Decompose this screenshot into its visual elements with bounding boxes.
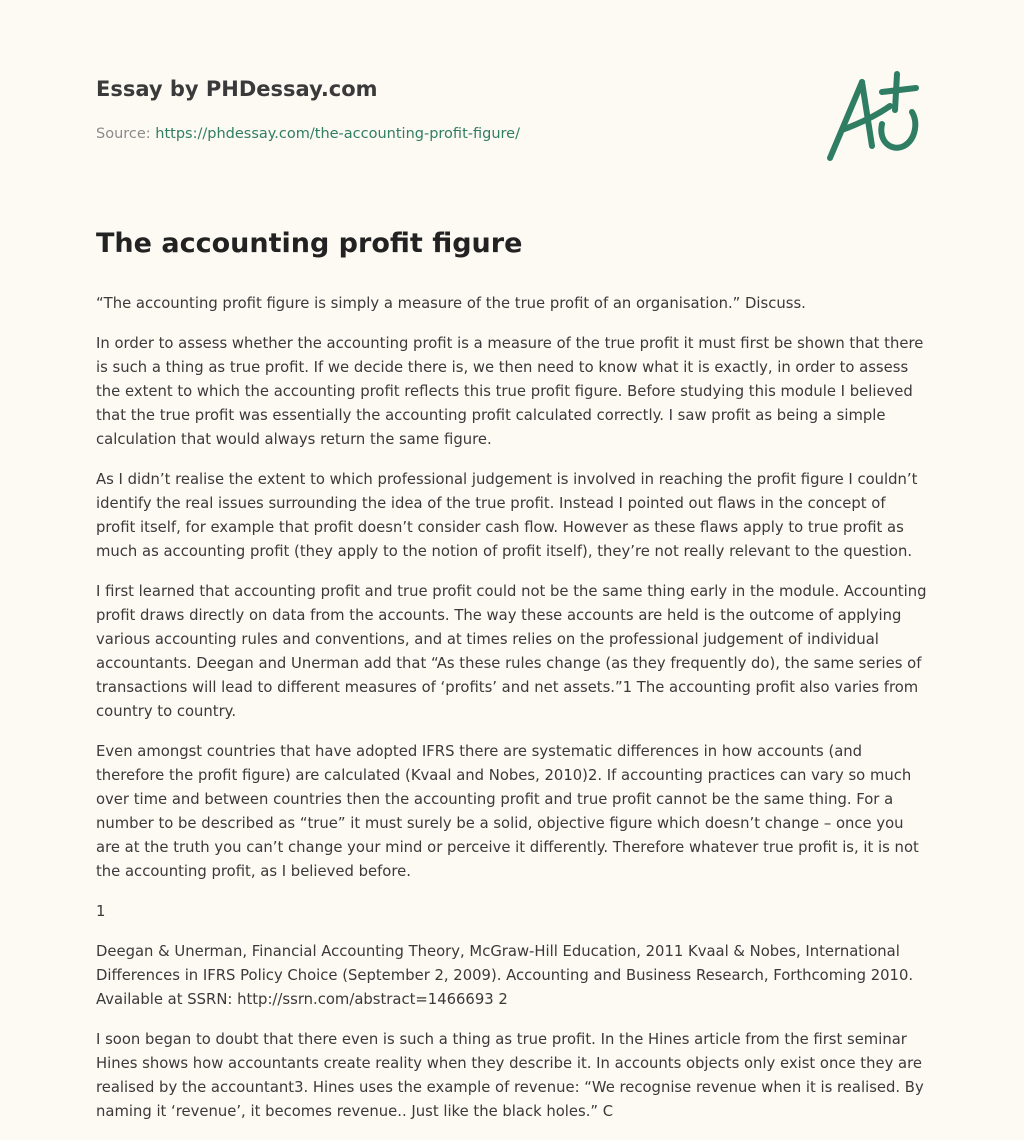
a-plus-grade-icon	[818, 66, 928, 166]
paragraph: I first learned that accounting profit and true profit could not be the same thing early in the module. Accounting profit draws directly on data from the accounts. The way these accounts are held is the outcome of applying various accounting rules and conventions, and at times relies on the professional judgement of individual accountants. Deegan and Unerman add that “As these rules change (as they frequently do), the same series of transactions will lead to different measures of ‘profits’ and net assets.”1 The accounting profit also varies from country to country.	[96, 583, 927, 720]
essay-header	[96, 74, 736, 144]
footnote-number: 1	[96, 903, 106, 920]
footnote-references: Deegan & Unerman, Financial Accounting Theory, McGraw-Hill Education, 2011 Kvaal & Nobes, International Differences in IFRS Policy Choice (September 2, 2009). Accounting and Business Research, Forthcoming 2010. Available at SSRN: http://ssrn.com/abstract=1466693 2	[96, 943, 914, 1008]
paragraph: Even amongst countries that have adopted IFRS there are systematic differences in how accounts (and therefore the profit figure) are calculated (Kvaal and Nobes, 2010)2. If accounting practices can vary so much over time and between countries then the accounting profit and true profit cannot be the same thing. For a number to be described as “true” it must surely be a solid, objective figure which doesn’t change – once you are at the truth you can’t change your mind or perceive it differently. Therefore whatever true profit is, it is not the accounting profit, as I believed before.	[96, 743, 919, 880]
source-line	[96, 124, 736, 144]
paragraph-intro-quote: “The accounting profit figure is simply a measure of the true profit of an organisation.” Discuss.	[96, 295, 806, 312]
paragraph: As I didn’t realise the extent to which professional judgement is involved in reaching the profit figure I couldn’t identify the real issues surrounding the idea of the true profit. Instead I pointed out flaws in the concept of profit itself, for example that profit doesn’t consider cash flow. However as these flaws apply to true profit as much as accounting profit (they apply to the notion of profit itself), they’re not really relevant to the question.	[96, 471, 918, 560]
a-plus-logo-svg	[818, 66, 928, 166]
article-title: The accounting profit figure	[96, 228, 523, 259]
essay-article	[96, 222, 928, 1140]
source-link[interactable]: https://phdessay.com/the-accounting-profit-figure/	[155, 126, 520, 142]
site-title: Essay by PHDessay.com	[96, 77, 378, 101]
paragraph: I soon began to doubt that there even is such a thing as true profit. In the Hines article from the first seminar Hines shows how accountants create reality when they describe it. In accounts objects only exist once they are realised by the accountant3. Hines uses the example of revenue: “We recognise revenue when it is realised. By naming it ‘revenue’, it becomes revenue.. Just like the black holes.” C	[96, 1031, 924, 1120]
paragraph: In order to assess whether the accounting profit is a measure of the true profit it must first be shown that there is such a thing as true profit. If we decide there is, we then need to know what it is exactly, in order to assess the extent to which the accounting profit reflects this true profit figure. Before studying this module I believed that the true profit was essentially the accounting profit calculated correctly. I saw profit as being a simple calculation that would always return the same figure.	[96, 335, 924, 448]
source-label: Source:	[96, 126, 156, 142]
